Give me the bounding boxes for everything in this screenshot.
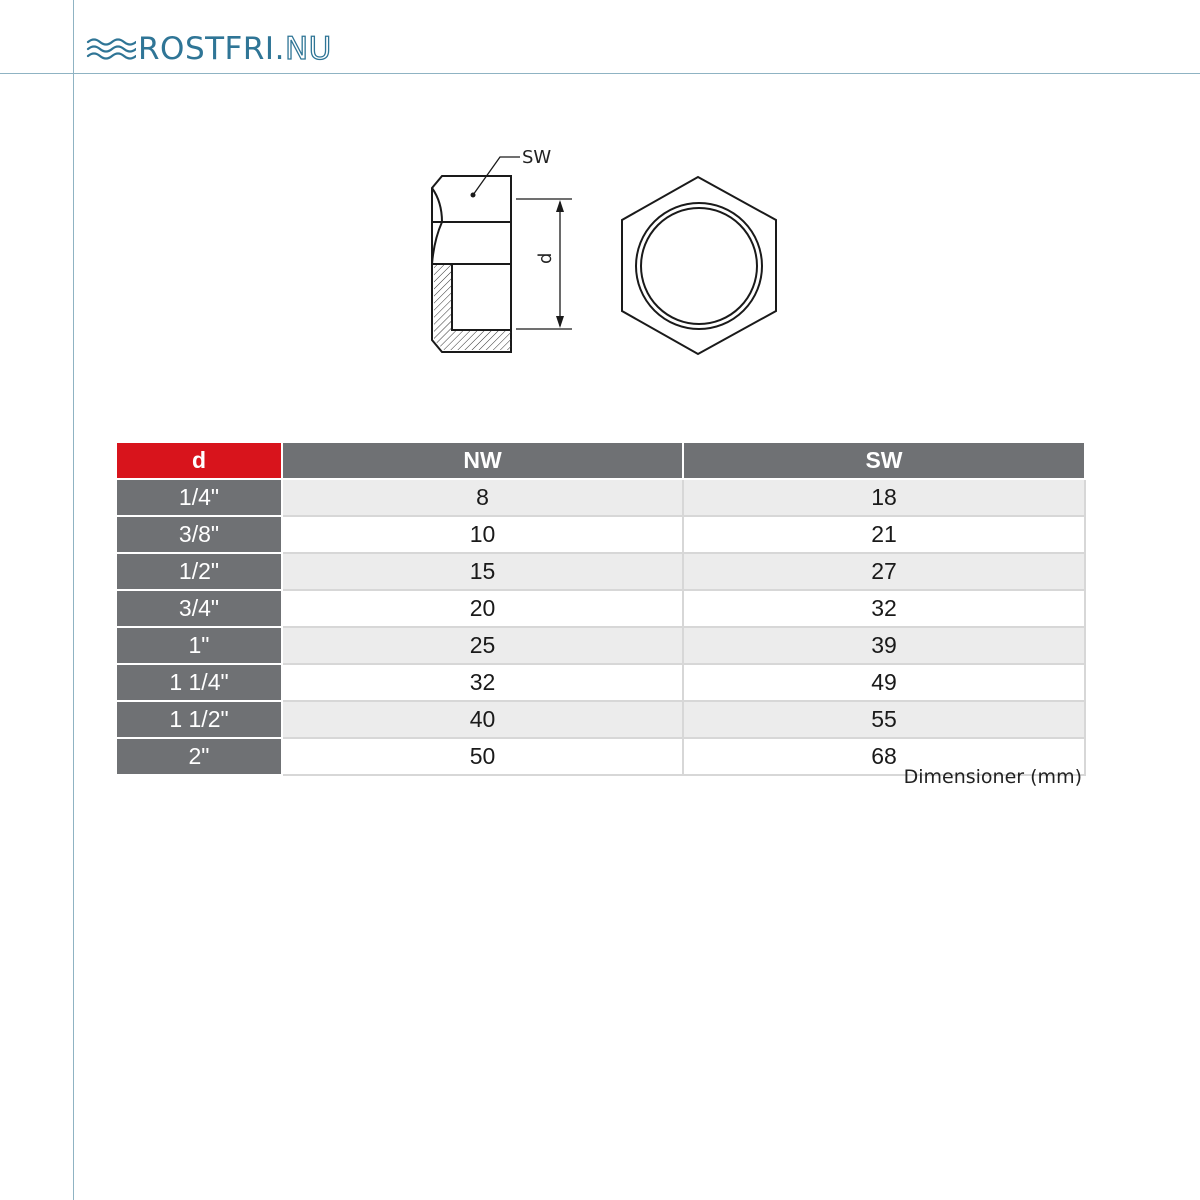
guide-line-vertical: [73, 0, 74, 1200]
cell-sw: 27: [683, 553, 1085, 590]
table-row: [116, 516, 1085, 553]
brand-name-dot: .: [274, 30, 285, 67]
table-row: [116, 701, 1085, 738]
cell-sw: 55: [683, 701, 1085, 738]
cell-d: 2": [116, 738, 282, 775]
cell-d: 1 1/2": [116, 701, 282, 738]
cell-d: 3/8": [116, 516, 282, 553]
table-header-row: [116, 442, 1085, 479]
cell-sw: 21: [683, 516, 1085, 553]
cell-sw: 49: [683, 664, 1085, 701]
table-row: [116, 627, 1085, 664]
cell-nw: 8: [282, 479, 683, 516]
cell-d: 3/4": [116, 590, 282, 627]
table-row: [116, 479, 1085, 516]
dimensions-table: [115, 441, 1086, 776]
nut-technical-drawing: [420, 140, 800, 365]
sw-label: SW: [522, 147, 552, 168]
brand-name: [138, 30, 332, 67]
table-row: [116, 590, 1085, 627]
nut-side-view: [432, 176, 511, 352]
cell-sw: 68: [683, 738, 1085, 775]
cell-nw: 20: [282, 590, 683, 627]
cell-nw: 40: [282, 701, 683, 738]
cell-nw: 50: [282, 738, 683, 775]
table-row: [116, 553, 1085, 590]
cell-d: 1 1/4": [116, 664, 282, 701]
cell-nw: 15: [282, 553, 683, 590]
column-header-nw: NW: [282, 442, 683, 479]
column-header-sw: SW: [683, 442, 1085, 479]
column-header-d: d: [116, 442, 282, 479]
cell-nw: 10: [282, 516, 683, 553]
guide-line-horizontal: [0, 73, 1200, 74]
waves-icon: [86, 36, 136, 62]
cell-sw: 18: [683, 479, 1085, 516]
units-note: Dimensioner (mm): [903, 766, 1082, 788]
table-row: [116, 664, 1085, 701]
brand-name-suffix: NU: [284, 30, 332, 67]
cell-nw: 32: [282, 664, 683, 701]
cell-d: 1/4": [116, 479, 282, 516]
brand-name-main: ROSTFRI: [138, 30, 275, 67]
d-label: d: [535, 252, 556, 264]
dimensions-table-container: [115, 441, 1084, 776]
cell-sw: 39: [683, 627, 1085, 664]
cell-d: 1/2": [116, 553, 282, 590]
brand-logo: [86, 30, 332, 68]
cell-d: 1": [116, 627, 282, 664]
cell-nw: 25: [282, 627, 683, 664]
cell-sw: 32: [683, 590, 1085, 627]
nut-top-view: [622, 177, 776, 354]
